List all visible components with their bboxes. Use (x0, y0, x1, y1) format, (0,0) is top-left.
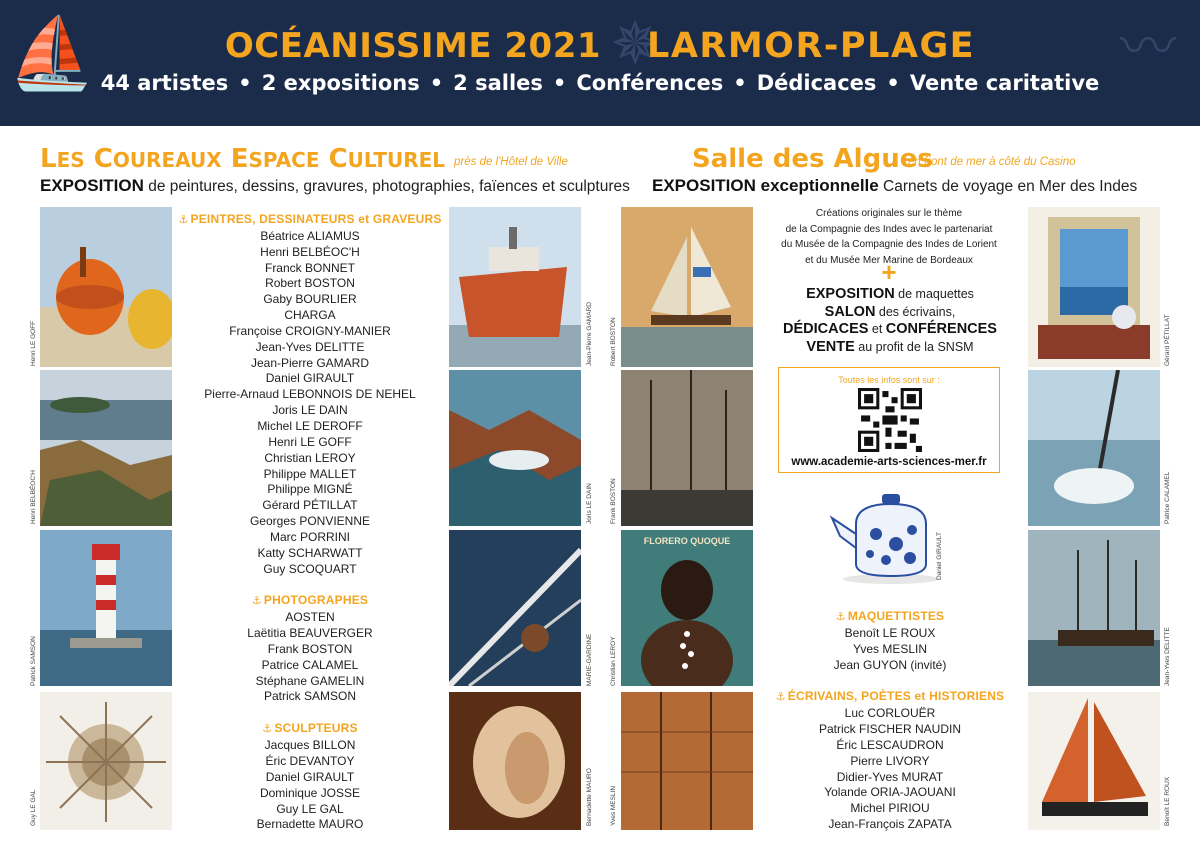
photo-credit: Patrick SAMSON (30, 636, 37, 686)
artist-name: Didier-Yves MURAT (836, 769, 944, 784)
artist-name: Jean GUYON (invité) (833, 657, 947, 672)
intro-line: Créations originales sur le thème (815, 208, 963, 219)
artist-name: Philippe MIGNÉ (267, 482, 353, 497)
left-venue-title (40, 144, 445, 174)
artist-name: Joris LE DAIN (272, 403, 348, 418)
photo-credit: Henri BELBÉOC'H (30, 470, 37, 524)
photo-credit: MARIE-GARDINE (586, 633, 593, 686)
feature-item: Dédicaces (756, 71, 877, 95)
intro-line: de la Compagnie des Indes avec le partenariat (785, 223, 993, 235)
photo-credit: Benoît LE ROUX (1164, 776, 1171, 826)
anchor-icon: ⚓ (178, 214, 189, 226)
photo-ship-painting (449, 207, 581, 367)
artist-name: Michel LE DEROFF (257, 418, 363, 433)
photo-credit: Robert BOSTON (610, 317, 617, 366)
info-label: Toutes les infos sont sur : (838, 375, 940, 385)
photo-credit: Frank BOSTON (610, 478, 617, 524)
category-heading: ⚓ PHOTOGRAPHES (251, 593, 369, 608)
photo-credit: Christian LEROY (610, 636, 617, 686)
artist-name: Katty SCHARWATT (257, 545, 363, 560)
seagull-icon: 〰 (1120, 15, 1176, 80)
photo-credit: Yves MESLIN (610, 785, 617, 826)
artist-name: Pierre LIVORY (850, 753, 930, 768)
artist-name: Éric LESCAUDRON (836, 737, 944, 752)
anchor-icon: ⚓ (251, 595, 262, 608)
bullet-separator: • (429, 71, 444, 95)
feature-row: VENTE au profit de la SNSM (806, 338, 974, 355)
artist-name: Bernadette MAURO (256, 817, 364, 832)
expo-bold: EXPOSITION exceptionnelle (652, 176, 879, 195)
artist-name: Jean-Pierre GAMARD (250, 355, 370, 370)
venue-letter: E (230, 144, 249, 174)
artist-name: Frank BOSTON (267, 641, 353, 656)
photo-credit: Jean-Pierre GAMARD (586, 302, 593, 366)
venue-smallcaps: ULTUREL (347, 148, 446, 172)
artist-name: Guy SCOQUART (263, 561, 357, 576)
left-expo-line (40, 176, 630, 196)
photo-sailboat-model (1028, 692, 1160, 852)
photo-credit: Patrice CALAMEL (1164, 471, 1171, 524)
artist-name: Stéphane GAMELIN (255, 673, 365, 688)
qr-code-icon[interactable] (858, 388, 922, 452)
artist-name: Françoise CROIGNY-MANIER (229, 323, 391, 338)
event-features (0, 71, 1200, 95)
anchor-icon: ⚓ (775, 691, 786, 704)
category-heading: ⚓ MAQUETTISTES (835, 609, 945, 623)
artist-name: Gaby BOURLIER (263, 292, 357, 307)
artist-name: Marc PORRINI (269, 529, 350, 544)
artist-name: Luc CORLOUËR (844, 706, 936, 721)
feature-row: SALON des écrivains, (824, 303, 956, 320)
photo-credit: Daniel GIRAULT (936, 532, 943, 580)
artist-name: Éric DEVANTOY (265, 754, 355, 768)
intro-line: et du Musée Mer Marine de Bordeaux (805, 254, 973, 266)
right-venue-note: en front de mer à côté du Casino (908, 156, 1076, 168)
artist-name: Guy LE GAL (276, 801, 344, 816)
poster-text: FLORERO QUOQUE (643, 536, 731, 546)
photo-waves-painting (449, 370, 581, 530)
photo-rocky-coast-painting (40, 370, 172, 530)
photo-credit: Guy LE GAL (30, 789, 37, 826)
photo-sword-splash (1028, 370, 1160, 530)
artist-name: Patrice CALAMEL (261, 657, 359, 672)
artist-name: AOSTEN (285, 610, 335, 625)
artist-name: Patrick SAMSON (263, 689, 356, 704)
artist-name: Christian LEROY (264, 450, 356, 465)
feature-item: 2 salles (453, 71, 543, 95)
photo-tall-ships-harbor (621, 370, 753, 530)
venue-smallcaps: ES (56, 148, 85, 172)
photo-sailing-ship-painting (621, 207, 753, 367)
artist-name: Robert BOSTON (265, 276, 355, 291)
artist-name: Benoît LE ROUX (844, 625, 936, 640)
bullet-separator: • (552, 71, 567, 95)
venue-letter: L (40, 144, 57, 174)
artist-name: Béatrice ALIAMUS (260, 228, 360, 243)
artist-name: Philippe MALLET (263, 466, 357, 481)
expo-text: Carnets de voyage en Mer des Indes (878, 178, 1138, 195)
event-place: LARMOR-PLAGE (647, 26, 976, 66)
photo-ships-battle (1028, 530, 1160, 690)
right-venue-title: Salle des Algues (692, 144, 933, 174)
expo-text: de peintures, dessins, gravures, photographies, faïences et sculptures (143, 178, 630, 195)
right-artist-list (760, 609, 1020, 833)
anchor-icon: ⚓ (835, 611, 846, 623)
category-heading: ⚓ ÉCRIVAINS, POÈTES et HISTORIENS (775, 689, 1005, 704)
photo-window-painting (1028, 207, 1160, 367)
event-name: OCÉANISSIME 2021 (224, 26, 602, 66)
artist-name: Yolande ORIA-JAOUANI (824, 785, 956, 800)
left-venue-note: près de l'Hôtel de Ville (454, 156, 568, 168)
feature-item: 2 expositions (261, 71, 420, 95)
artist-name: Jean-Yves DELITTE (255, 339, 365, 354)
artist-name: Pierre-Arnaud LEBONNOIS DE NEHEL (204, 387, 416, 402)
artist-name: Gérard PÉTILLAT (262, 498, 358, 513)
artist-name: Henri LE GOFF (268, 434, 352, 449)
compass-icon: ✵ (610, 9, 661, 79)
expo-bold: EXPOSITION (40, 176, 144, 195)
venue-letter: C (328, 144, 348, 174)
artist-name: Daniel GIRAULT (265, 371, 355, 386)
artist-name: CHARGA (284, 308, 336, 323)
photo-ship-model (621, 692, 753, 852)
photo-credit: Jean-Yves DELITTE (1164, 627, 1171, 686)
category-heading: ⚓ SCULPTEURS (262, 721, 358, 736)
bullet-separator: • (733, 71, 747, 95)
bullet-separator: • (238, 71, 252, 95)
photo-credit: Joris LE DAIN (586, 483, 593, 524)
photo-credit: Henri LE GOFF (30, 320, 37, 366)
artist-name: Jacques BILLON (264, 738, 356, 753)
artist-name: Dominique JOSSE (259, 785, 361, 800)
artist-name: Jean-François ZAPATA (828, 817, 952, 832)
photo-credit: Gérard PÉTILLAT (1164, 314, 1171, 366)
venue-smallcaps: SPACE (248, 148, 320, 172)
photo-sculpture-urchin (40, 692, 172, 852)
feature-item: 44 artistes (100, 71, 229, 95)
photo-credit: Bernadette MAURO (586, 768, 593, 826)
bullet-separator: • (886, 71, 900, 95)
photo-shell-sculpture (449, 692, 581, 852)
feature-row: DÉDICACES et CONFÉRENCES (783, 321, 997, 337)
event-title (0, 26, 1200, 66)
artist-name: Daniel GIRAULT (265, 769, 355, 784)
plus-sign: + (881, 257, 897, 287)
photo-portrait-poster (621, 530, 753, 690)
header-banner (0, 0, 1200, 126)
photo-sailboat-rigging (449, 530, 581, 690)
info-box (778, 367, 1000, 473)
right-expo-line (652, 176, 1137, 196)
artist-name: Henri BELBÉOC'H (260, 244, 360, 259)
feature-list (760, 286, 1020, 356)
category-heading: ⚓ PEINTRES, DESSINATEURS et GRAVEURS (178, 212, 442, 226)
artist-name: Michel PIRIOU (850, 801, 930, 816)
anchor-icon: ⚓ (262, 723, 273, 736)
venue-letter: C (93, 144, 113, 174)
artist-name: Georges PONVIENNE (249, 514, 371, 529)
website-link[interactable]: www.academie-arts-sciences-mer.fr (791, 456, 987, 468)
artist-name: Franck BONNET (264, 260, 355, 275)
feature-item: Conférences (576, 71, 724, 95)
feature-row: EXPOSITION de maquettes (806, 286, 974, 302)
photo-buoys-painting (40, 207, 172, 367)
feature-item: Vente caritative (909, 71, 1100, 95)
intro-line: du Musée de la Compagnie des Indes de Lorient (781, 239, 997, 250)
photo-lighthouse (40, 530, 172, 690)
artist-name: Patrick FISCHER NAUDIN (818, 722, 961, 737)
artist-name: Yves MESLIN (852, 641, 928, 656)
left-artist-list (175, 212, 445, 833)
artist-name: Laëtitia BEAUVERGER (247, 626, 373, 641)
venue-smallcaps: OUREAUX (112, 148, 222, 172)
ship-icon: ⛵ (8, 12, 96, 94)
